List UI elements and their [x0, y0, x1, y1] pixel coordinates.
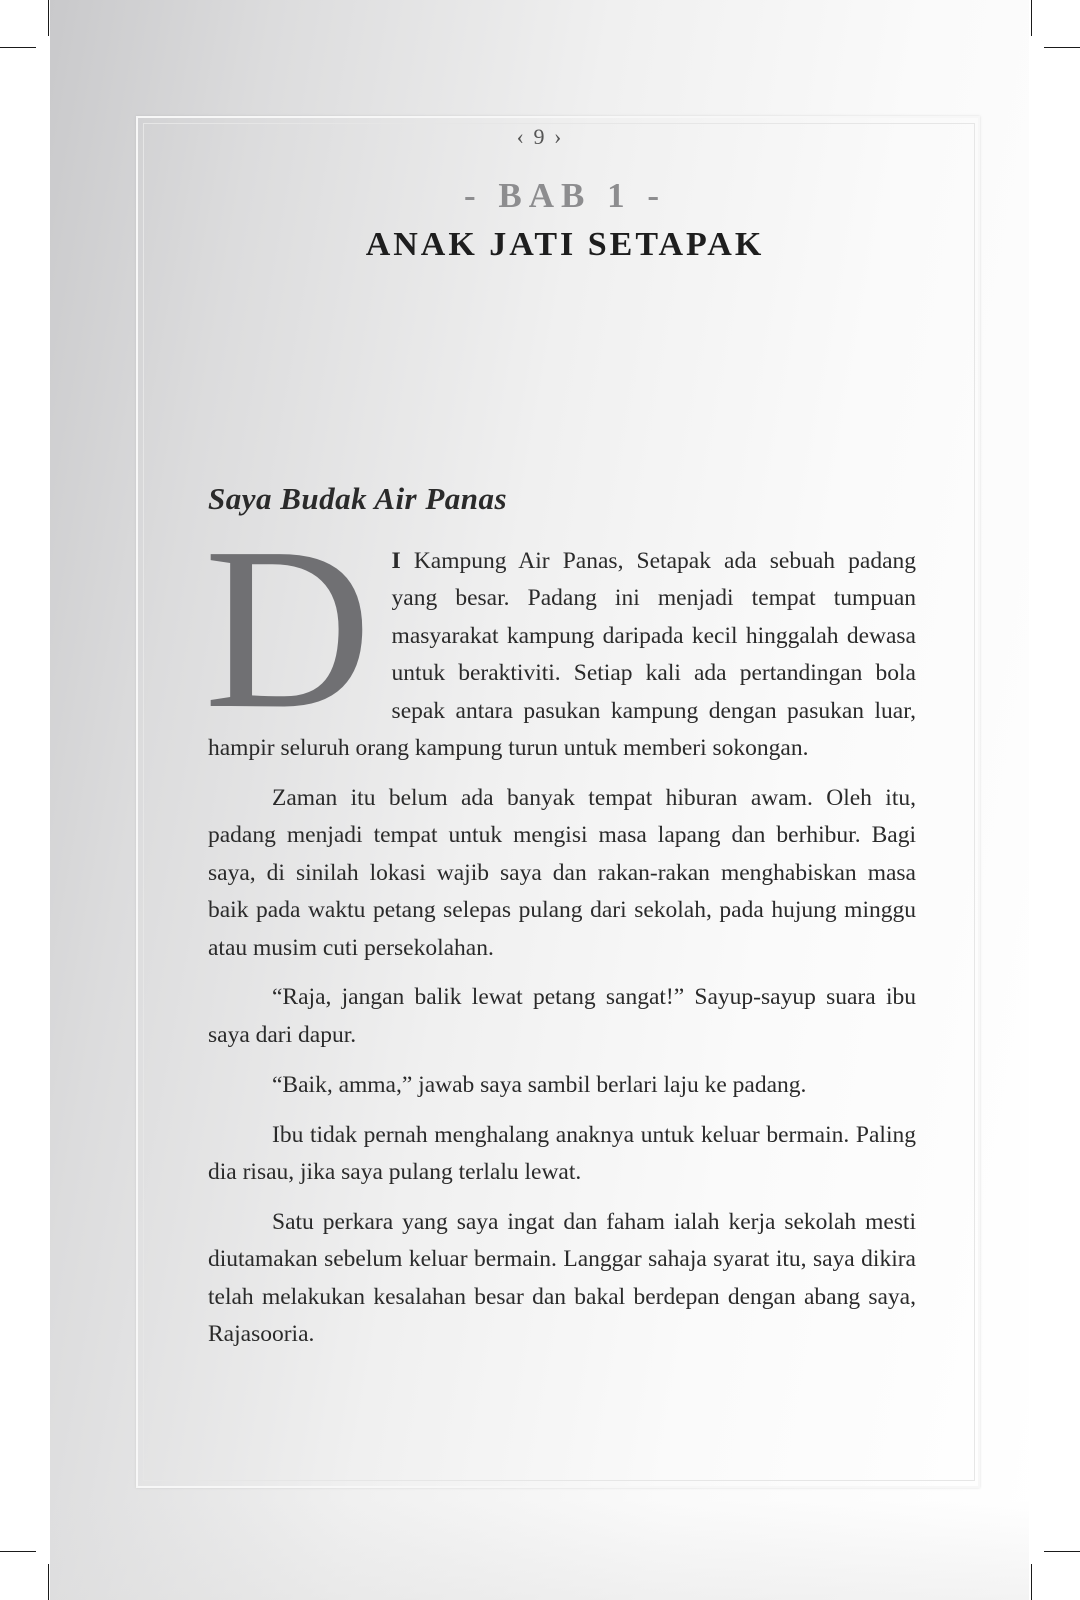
body-text	[204, 500, 916, 1366]
section-heading: Saya Budak Air Panas	[208, 481, 508, 516]
crop-mark-bottom-right-horizontal	[1044, 1551, 1080, 1552]
paragraph-2: Zaman itu belum ada banyak tempat hiburan awam. Oleh itu, padang menjadi tempat untuk mengisi masa lapang dan berhibur. Bagi saya, di sinilah lokasi wajib saya dan rakan-rakan menghabiskan masa baik pada waktu petang selepas pulang dari sekolah, pada hujung minggu atau musim cuti persekolahan.	[208, 784, 916, 961]
paragraph-1-text: Kampung Air Panas, Setapak ada sebuah padang yang besar. Padang ini menjadi tempat tumpuan masyarakat kampung daripada kecil hinggalah dewasa untuk beraktiviti. Setiap kali ada pertandingan bola sepak antara pasukan kampung dengan pasukan luar, hampir seluruh orang kampung turun untuk memberi sokongan.	[208, 548, 916, 762]
paragraph-5: Ibu tidak pernah menghalang anaknya untuk keluar bermain. Paling dia risau, jika saya pulang terlalu lewat.	[208, 1121, 916, 1186]
paragraph-6: Satu perkara yang saya ingat dan faham ialah kerja sekolah mesti diutamakan sebelum keluar bermain. Langgar sahaja syarat itu, saya dikira telah melakukan kesalahan besar dan bakal berdepan dengan abang saya, Rajasooria.	[208, 1209, 916, 1348]
paragraph-1	[204, 500, 916, 767]
chapter-title: ANAK JATI SETAPAK	[365, 226, 765, 263]
drop-cap: D	[204, 500, 372, 757]
page-number: ‹ 9 ›	[516, 124, 564, 149]
crop-mark-bottom-right-vertical	[1031, 1564, 1032, 1600]
crop-mark-top-left-horizontal	[0, 47, 36, 48]
crop-mark-bottom-left-horizontal	[0, 1551, 36, 1552]
chapter-label: - BAB 1 -	[463, 176, 667, 215]
paragraph-4: “Baik, amma,” jawab saya sambil berlari laju ke padang.	[272, 1071, 807, 1098]
crop-mark-top-right-vertical	[1031, 0, 1032, 36]
crop-mark-bottom-left-vertical	[48, 1564, 49, 1600]
lead-letter: I	[391, 548, 401, 574]
crop-mark-top-left-vertical	[48, 0, 49, 36]
crop-mark-top-right-horizontal	[1044, 47, 1080, 48]
paragraph-3: “Raja, jangan balik lewat petang sangat!” Sayup-sayup suara ibu saya dari dapur.	[208, 984, 916, 1048]
